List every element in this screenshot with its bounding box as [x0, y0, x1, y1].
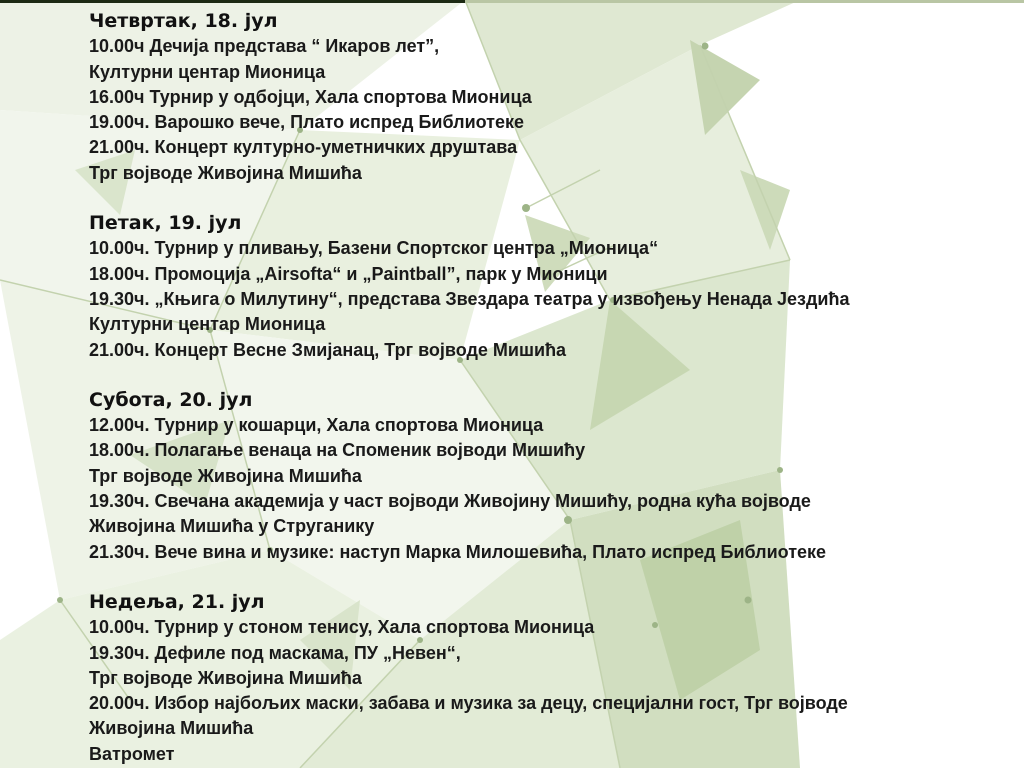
event-line: Трг војводе Живојина Мишића	[89, 162, 362, 183]
event-line: 19.00ч. Варошко вече, Плато испред Библиотеке	[89, 112, 525, 133]
day-title: Недеља, 21. јул	[89, 590, 265, 613]
event-line: 19.30ч. „Књига о Милутину“, представа Звездара театра у извођењу Ненада Јездића	[89, 288, 850, 309]
event-line: 21.30ч. Вече вина и музике: наступ Марка Милошевића, Плато испред Библиотеке	[89, 541, 827, 562]
day-section-sunday	[89, 590, 1009, 767]
event-line: 10.00ч. Турнир у пливању, Базени Спортског центра „Мионица“	[89, 238, 659, 259]
event-schedule	[89, 9, 1009, 767]
event-line: 18.00ч. Промоција „Airsofta“ и „Paintball”, парк у Мионици	[89, 263, 608, 284]
day-section-thursday	[89, 9, 1009, 186]
day-section-friday	[89, 211, 1009, 363]
event-line: Ватромет	[89, 743, 175, 764]
day-title: Субота, 20. јул	[89, 388, 253, 411]
event-line: 20.00ч. Избор најбољих маски, забава и музика за децу, специјални гост, Трг војводе	[89, 693, 848, 714]
event-line: 10.00ч. Турнир у стоном тенису, Хала спортова Мионица	[89, 617, 595, 638]
event-line: 12.00ч. Турнир у кошарци, Хала спортова Мионица	[89, 415, 544, 436]
event-line: 21.00ч. Концерт Весне Змијанац, Трг војводе Мишића	[89, 339, 567, 360]
event-line: Живојина Мишића у Струганику	[89, 516, 375, 537]
event-line: 16.00ч Турнир у одбојци, Хала спортова Мионица	[89, 86, 532, 107]
day-title: Четвртак, 18. јул	[89, 10, 278, 32]
event-line: Живојина Мишића	[89, 718, 254, 739]
event-line: Културни центар Мионица	[89, 61, 326, 82]
event-line: 18.00ч. Полагање венаца на Споменик војводи Мишићу	[89, 440, 586, 461]
event-line: Трг војводе Живојина Мишића	[89, 465, 362, 486]
event-line: 21.00ч. Концерт културно-уметничких друштава	[89, 137, 518, 158]
top-border-dark	[0, 0, 465, 3]
event-line: 19.30ч. Свечана академија у част војводи Живојину Мишићу, родна кућа војводе	[89, 491, 811, 512]
top-border-light	[465, 0, 1024, 3]
event-line: 10.00ч Дечија представа “ Икаров лет”,	[89, 36, 440, 57]
event-line: 19.30ч. Дефиле под маскама, ПУ „Невен“,	[89, 642, 461, 663]
day-title: Петак, 19. јул	[89, 212, 242, 235]
day-section-saturday	[89, 388, 1009, 565]
event-line: Трг војводе Живојина Мишића	[89, 667, 362, 688]
event-line: Културни центар Мионица	[89, 314, 326, 335]
